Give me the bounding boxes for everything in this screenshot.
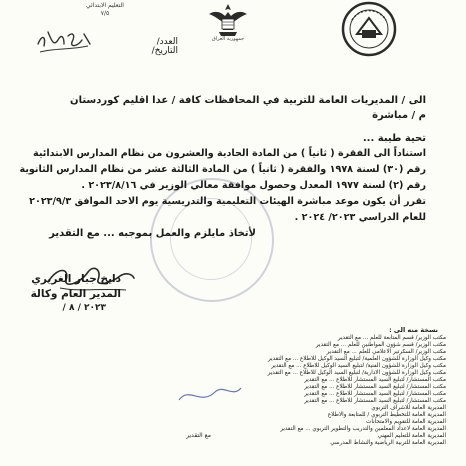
body-line: للعام الدراسي ٢٠٢٣/ ٢٠٢٤ . xyxy=(294,212,426,223)
copy-item: مكتب وكيل الوزارة للشؤون الفنية/ لتبليغ السيد الوكيل للاطلاع ... مع التقدير xyxy=(271,363,446,369)
copy-item: مكتب المستشار/ لتبليغ السيد المستشار للاطلاع ... مع التقدير xyxy=(304,377,446,383)
copy-item: المديرية العامة للتخطيط التربوي / للمتابعة والاطلاع xyxy=(327,412,446,418)
document-number-label: العدد/ xyxy=(156,37,178,47)
document-date-label: التاريخ/ xyxy=(151,46,178,56)
copy-item: المديرية العامة لاعداد المعلمين والتدريب والتطوير التربوي ... مع التقدير xyxy=(280,426,446,432)
handwritten-reference-icon xyxy=(34,22,94,56)
official-stamp-inner xyxy=(170,198,252,280)
copy-item: المديرية العامة للتربية الرياضية والنشاط المدرسي xyxy=(330,440,446,446)
blue-pen-mark-icon xyxy=(175,380,245,410)
header-left-line-2: ٧/٥ xyxy=(100,10,110,17)
ministry-logo-icon xyxy=(340,0,398,58)
copy-side-note: مع التقدير xyxy=(186,432,211,439)
header-left-block xyxy=(70,2,140,18)
copy-item: مكتب المستشار/ لتبليغ السيد المستشار للاطلاع ... مع التقدير xyxy=(304,391,446,397)
copy-item: مكتب المستشار/ لتبليغ السيد المستشار للاطلاع ... مع التقدير xyxy=(304,398,446,404)
emblem-caption: جمهورية العراق xyxy=(211,36,245,42)
copies-heading: نسخة منه الى : xyxy=(389,326,438,334)
signature-date: ٢٠٢٣ / ٨ / xyxy=(62,303,106,313)
body-line: رقم (٣٠) لسنة ١٩٧٨ والفقرة ( ثانياً ) من المادة الثالثة عشر من نظام المدارس الثانوية xyxy=(19,164,426,175)
copy-item: مكتب الوزير/ قسم المتابعة للعلم ... مع التقدير xyxy=(337,335,446,341)
signatory-title: المدير العام وكالة xyxy=(30,288,121,300)
copy-item: مكتب المستشار/ لتبليغ السيد المستشار للاطلاع ... مع التقدير xyxy=(304,384,446,390)
body-line: استناداً الى الفقرة ( ثانياً ) من المادة الحادية والعشرون من نظام المدارس الابتدائية xyxy=(33,148,426,159)
copy-item: المديرية العامة للاشراف التربوي xyxy=(371,405,446,411)
closing-line: لأتخاذ مايلزم والعمل بموجبه ... مع التقدير xyxy=(49,228,256,239)
greeting: تحية طيبة ... xyxy=(362,133,426,144)
copy-item: مكتب الوزير/ قسم شؤون المواطنين للعلم ... مع التقدير xyxy=(315,342,446,348)
body-line: تقرر أن يكون موعد مباشرة الهيئات التعليمية والتدريسية يوم الاحد الموافق ٢٠٢٣/٩/٣ xyxy=(29,196,426,207)
copy-item: مكتب الوزير/ السكرتير الاعلامي للعلم ... مع التقدير xyxy=(326,349,446,355)
subject-line: م / مباشرة xyxy=(372,110,426,121)
body-line: رقم (٢) لسنة ١٩٧٧ المعدل وحصول موافقة معالي الوزير في ٢٠٢٣/٨/١٦ . xyxy=(81,180,426,191)
signatory-name: دايخ جبار الغريري xyxy=(31,273,121,285)
addressee-line: الى / المديريات العامة للتربية في المحافظات كافة / عدا اقليم كوردستان xyxy=(70,95,426,106)
copy-item: المديرية العامة للتقويم والامتحانات xyxy=(366,419,446,425)
copy-item: المديرية العامة للتعليم المهني xyxy=(377,433,446,439)
header-left-line-1: التعليم الابتدائي xyxy=(86,2,124,9)
copy-item: مكتب وكيل الوزارة للشؤون الادارية/ لتبليغ السيد الوكيل للاطلاع ... مع التقدير xyxy=(267,370,446,376)
copy-item: مكتب وكيل الوزارة للشؤون العلمية/ لتبليغ السيد الوكيل للاطلاع ... مع التقدير xyxy=(267,356,446,362)
